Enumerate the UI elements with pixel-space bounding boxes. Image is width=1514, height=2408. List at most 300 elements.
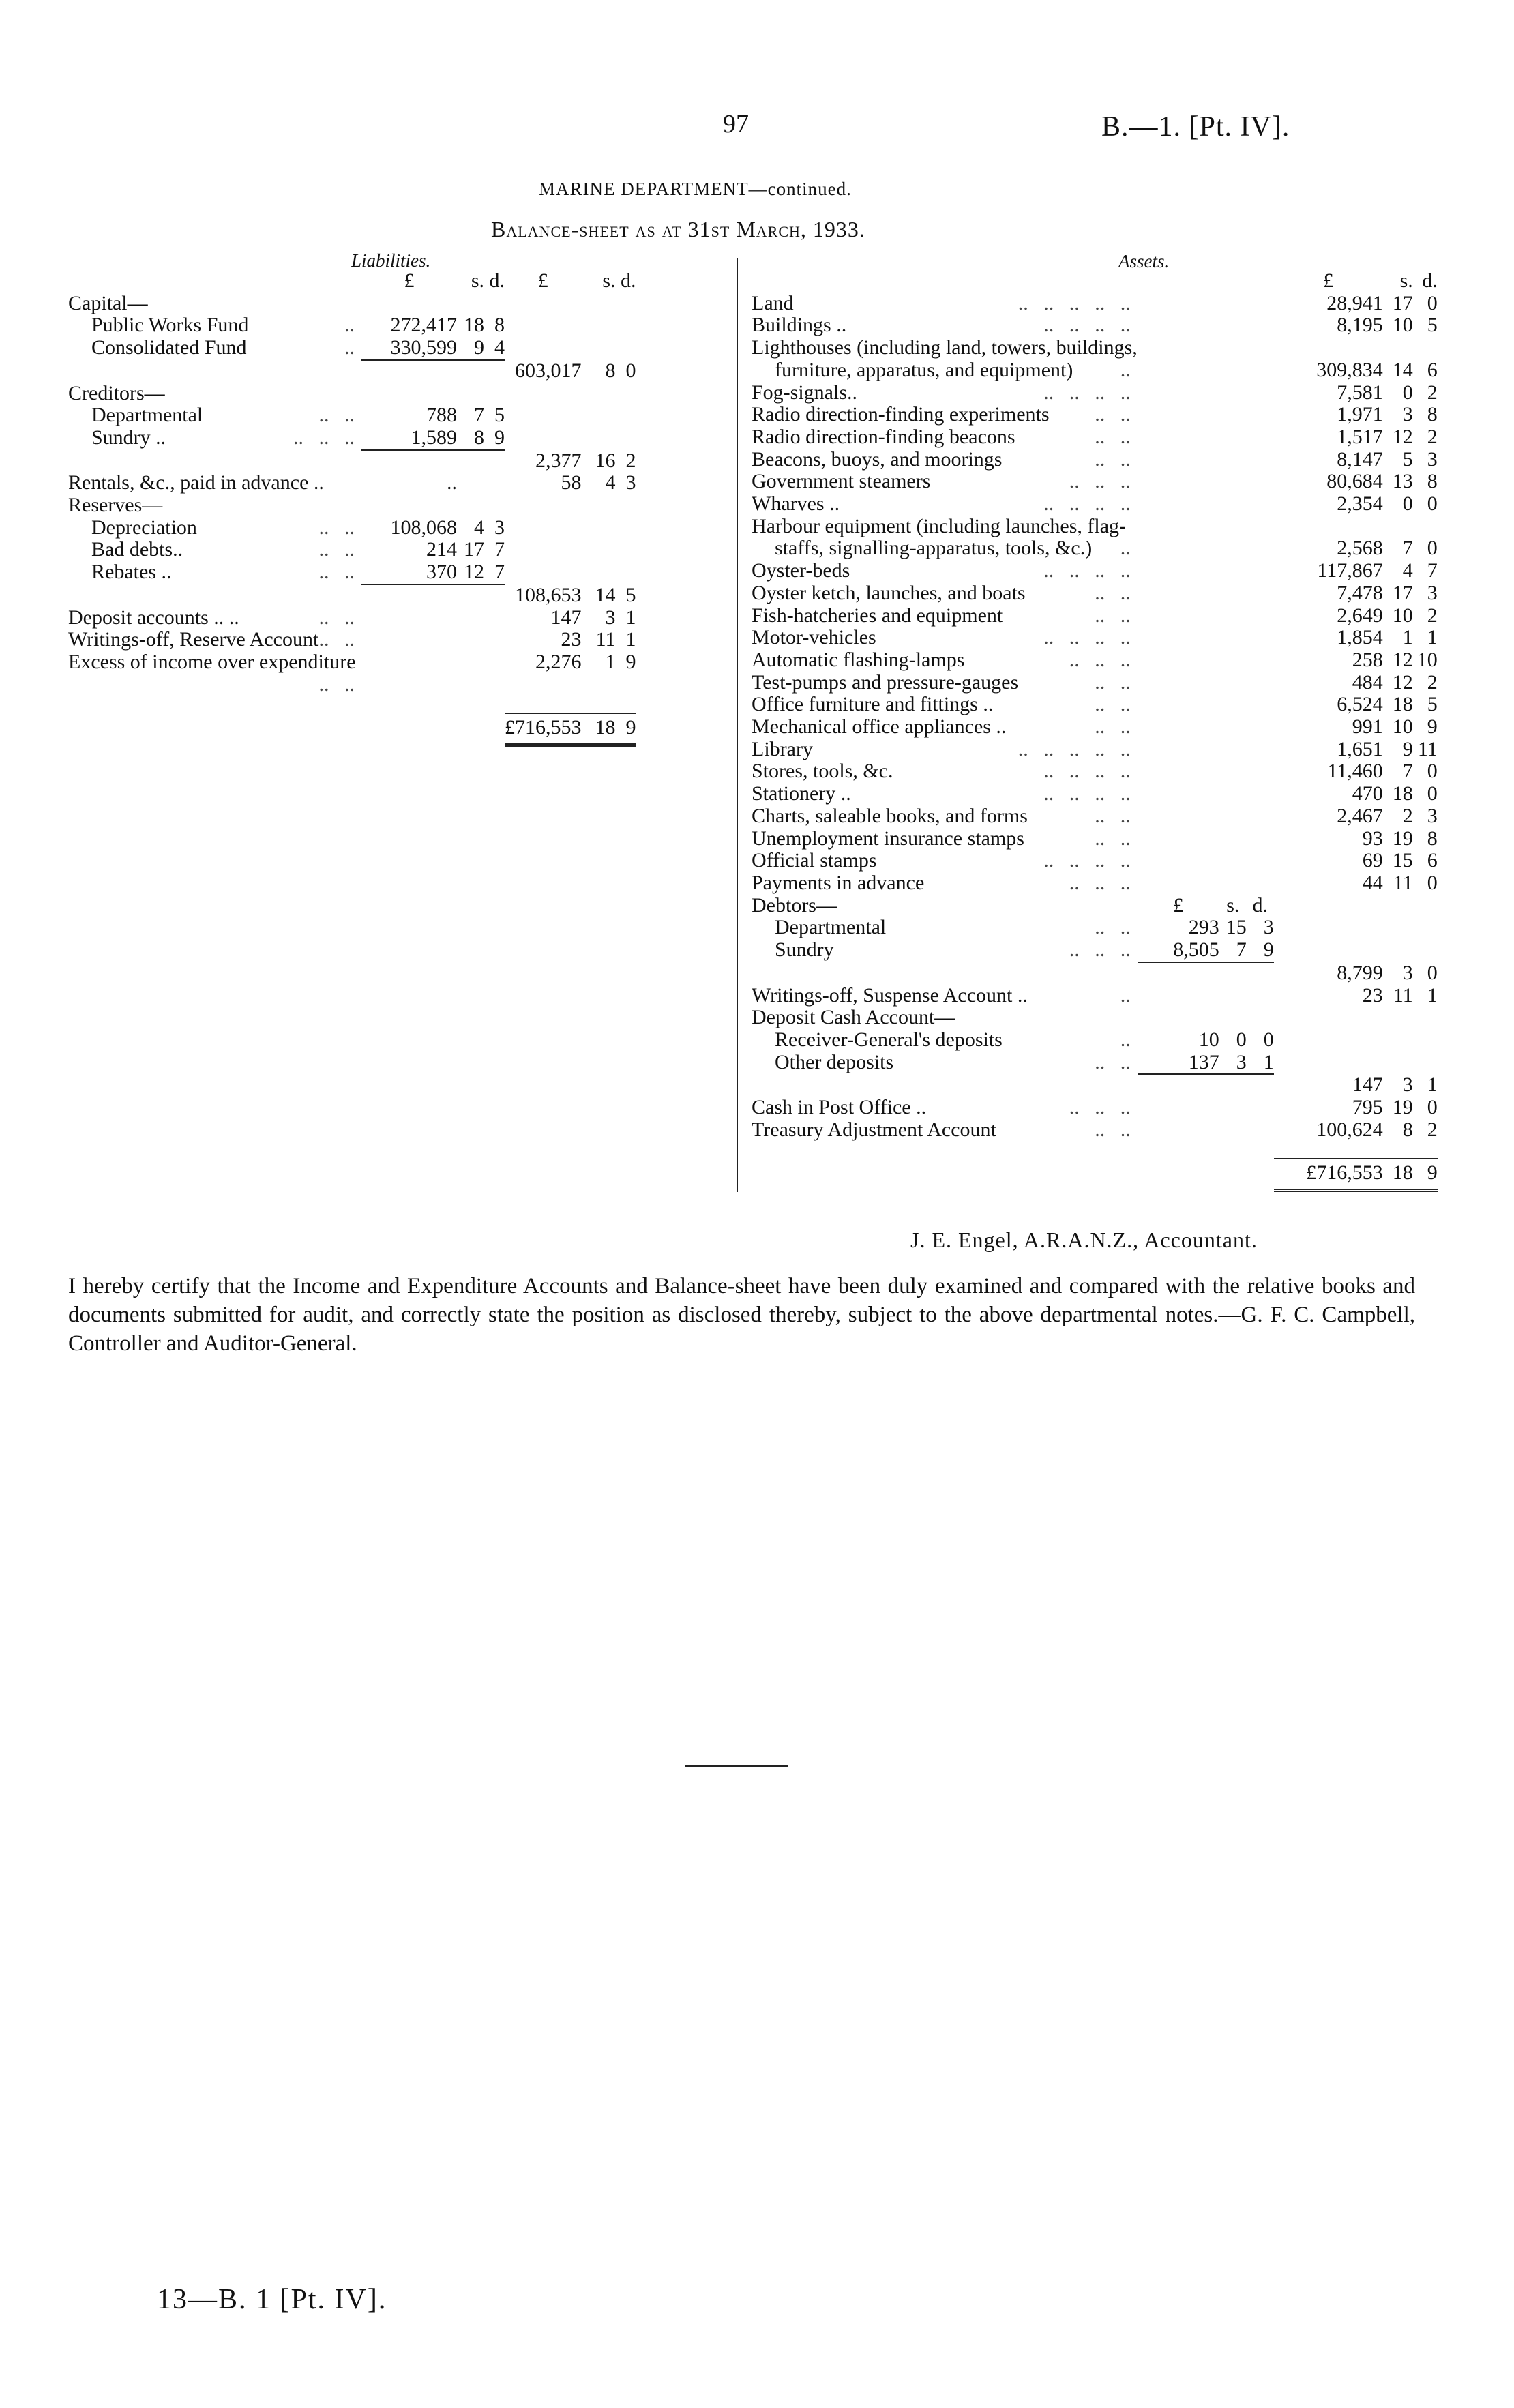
total-pounds: 470 — [1352, 782, 1383, 805]
total-shillings — [582, 383, 616, 405]
sub-pence — [484, 651, 505, 696]
row-label — [752, 872, 1138, 895]
total-shillings: 11 — [1393, 871, 1413, 894]
sub-shillings — [1219, 605, 1247, 627]
sub-shillings — [1219, 426, 1247, 449]
total-shillings — [1383, 337, 1413, 359]
total-shillings: 19 — [1392, 1096, 1413, 1119]
row-label-text: Government steamers — [752, 470, 931, 493]
sub-shillings — [1219, 627, 1247, 649]
sub-pence — [1247, 337, 1274, 359]
table-row — [752, 605, 1438, 627]
total-pounds: 2,377 — [535, 449, 582, 472]
total-pounds: 991 — [1352, 715, 1383, 739]
total-shillings: 8 — [1402, 1118, 1413, 1141]
sub-shillings — [1219, 293, 1247, 315]
table-row — [752, 537, 1438, 560]
total-shillings: 5 — [1402, 447, 1413, 471]
total-shillings: 0 — [1402, 492, 1413, 516]
leader-dots: .. .. — [1095, 715, 1131, 739]
total-pounds — [505, 293, 582, 315]
total-pence: 9 — [625, 650, 636, 673]
total-pounds: 258 — [1352, 648, 1383, 671]
total-pounds: 117,867 — [1317, 559, 1383, 582]
sub-pence: 3 — [494, 516, 505, 539]
sub-pounds: 137 — [1138, 1052, 1219, 1075]
sub-shillings — [1219, 828, 1247, 850]
table-row — [752, 672, 1438, 694]
total-pence: 0 — [1427, 537, 1438, 560]
page-footer: 13—B. 1 [Pt. IV]. — [157, 2284, 387, 2315]
sub-pence: 3 — [1263, 916, 1274, 939]
total-pence — [616, 293, 636, 315]
total-pounds: 1,854 — [1337, 626, 1383, 649]
total-pounds: 2,467 — [1337, 804, 1383, 827]
leader-dots: .. .. — [318, 628, 355, 651]
row-label-text: Excess of income over expenditure — [68, 650, 356, 673]
leader-dots: .. .. — [318, 538, 355, 561]
sub-pence — [1247, 716, 1274, 739]
total-pence: 0 — [625, 359, 636, 382]
table-row — [752, 382, 1438, 404]
sub-pence — [484, 450, 505, 473]
leader-dots: .. .. — [1095, 1050, 1131, 1073]
column-divider — [737, 258, 738, 1192]
sub-pounds — [1138, 493, 1219, 516]
sub-pence — [1247, 649, 1274, 672]
total-shillings: 16 — [595, 449, 616, 472]
leader-dots: .. — [344, 336, 355, 359]
total-pounds: 7,581 — [1337, 381, 1383, 404]
total-pounds — [1274, 939, 1383, 962]
row-label — [752, 716, 1138, 739]
sub-shillings — [1219, 672, 1247, 694]
total-shillings: 10 — [1392, 604, 1413, 627]
total-pounds: 2,354 — [1337, 492, 1383, 516]
total-pence: 0 — [1427, 871, 1438, 894]
table-row — [68, 651, 636, 696]
sub-pence — [1247, 850, 1274, 872]
total-pounds: 11,460 — [1327, 760, 1383, 783]
total-shillings: 3 — [1402, 403, 1413, 426]
table-row — [68, 293, 636, 315]
total-pence: 3 — [1427, 447, 1438, 471]
total-pence-header: d. — [621, 269, 636, 292]
sub-pounds: £ — [1173, 893, 1184, 917]
total-pence — [616, 427, 636, 450]
leader-dots: .. .. — [1095, 447, 1131, 471]
total-pounds — [505, 404, 582, 427]
total-pence: 2 — [1427, 381, 1438, 404]
sub-pence: 7 — [494, 538, 505, 561]
total-pounds: 1,971 — [1337, 403, 1383, 426]
total-pence: 1 — [1427, 626, 1438, 649]
total-pounds: 2,568 — [1337, 537, 1383, 560]
total-pounds: 1,651 — [1337, 737, 1383, 760]
sub-shillings — [1219, 493, 1247, 516]
table-row — [752, 939, 1438, 962]
row-label — [68, 561, 361, 584]
sub-pence — [1247, 493, 1274, 516]
grand-total-pounds: £716,553 — [505, 713, 582, 745]
row-label-text: Sundry .. — [91, 426, 166, 449]
sub-pence — [484, 472, 505, 494]
total-pounds: 795 — [1352, 1096, 1383, 1119]
sub-pounds — [1138, 516, 1219, 538]
leader-dots: .. .. .. .. — [1043, 314, 1131, 337]
table-row — [752, 760, 1438, 783]
sub-shillings — [457, 651, 484, 696]
sub-shillings — [1219, 962, 1247, 985]
total-shillings: 12 — [1392, 670, 1413, 694]
sub-pounds — [1138, 426, 1219, 449]
row-label-text: Lighthouses (including land, towers, buildings, — [752, 336, 1138, 359]
total-pounds — [1274, 895, 1383, 917]
sub-shillings — [457, 383, 484, 405]
leader-dots: .. .. .. — [1069, 1096, 1131, 1119]
sub-pounds — [1138, 449, 1219, 471]
total-pounds — [1274, 1029, 1383, 1052]
sub-shillings: 18 — [464, 314, 484, 337]
grand-total-shillings: 18 — [582, 713, 616, 745]
row-label-text: Depreciation — [91, 516, 197, 539]
leader-dots: .. .. .. .. .. — [1018, 737, 1131, 760]
table-row — [68, 607, 636, 629]
total-pence: 0 — [1427, 291, 1438, 314]
row-label — [752, 805, 1138, 828]
total-pounds: 69 — [1362, 849, 1383, 872]
leader-dots: .. .. .. .. — [1043, 760, 1131, 783]
sub-pence — [1247, 293, 1274, 315]
row-label — [68, 472, 361, 494]
table-row — [752, 627, 1438, 649]
total-pounds: 8,195 — [1337, 314, 1383, 337]
table-row — [752, 783, 1438, 805]
total-pence — [616, 404, 636, 427]
total-shillings: 0 — [1402, 381, 1413, 404]
sub-pence: 9 — [484, 427, 505, 450]
leader-dots: .. .. — [1095, 581, 1131, 604]
leader-dots: .. — [1120, 1028, 1131, 1051]
total-pence: 11 — [1417, 737, 1438, 760]
table-row — [752, 1029, 1438, 1052]
sub-shillings — [457, 494, 484, 517]
total-shillings: 3 — [1402, 1073, 1413, 1097]
sub-shillings — [1219, 471, 1247, 493]
row-label-text: Oyster ketch, launches, and boats — [752, 581, 1026, 604]
grand-total-row — [68, 713, 636, 745]
total-shillings: 9 — [1402, 737, 1413, 760]
sub-pounds — [361, 494, 457, 517]
total-pence: 8 — [1427, 403, 1438, 426]
table-row — [752, 805, 1438, 828]
total-pence: 1 — [1427, 983, 1438, 1007]
sub-shillings — [1219, 359, 1247, 382]
sub-pounds — [1138, 1119, 1219, 1142]
total-shillings — [582, 404, 616, 427]
total-shillings: 3 — [605, 606, 616, 629]
spacer-row — [68, 696, 636, 713]
leader-dots: .. .. .. — [1069, 648, 1131, 671]
row-label — [752, 1119, 1138, 1142]
sub-pounds: 108,068 — [390, 516, 457, 539]
total-pounds: 484 — [1352, 670, 1383, 694]
row-label — [752, 917, 1138, 939]
row-label — [68, 494, 361, 517]
sub-pence: 1 — [1247, 1052, 1274, 1075]
sub-pounds: 10 — [1198, 1028, 1219, 1051]
row-label-text: furniture, apparatus, and equipment) — [775, 358, 1073, 381]
row-label-text: Office furniture and fittings .. — [752, 693, 994, 716]
total-pence: 0 — [1427, 760, 1438, 783]
total-pence — [1413, 1007, 1438, 1029]
table-row — [752, 582, 1438, 605]
sub-pounds — [1138, 337, 1219, 359]
table-row — [752, 872, 1438, 895]
row-label — [752, 962, 1138, 985]
sub-pence — [1247, 471, 1274, 493]
total-shillings: 11 — [595, 628, 616, 651]
row-label — [68, 360, 361, 383]
sub-shillings: 8 — [457, 427, 484, 450]
sub-pounds — [361, 584, 457, 607]
sub-pounds — [1138, 716, 1219, 739]
sub-pounds — [1138, 582, 1219, 605]
sub-pence: 9 — [1247, 939, 1274, 962]
row-label — [752, 985, 1138, 1007]
sub-pounds — [1138, 962, 1219, 985]
total-pence: 3 — [1427, 581, 1438, 604]
sub-shillings — [457, 629, 484, 651]
sub-pounds: 330,599 — [361, 337, 457, 360]
row-label-text: Test-pumps and pressure-gauges — [752, 670, 1019, 694]
total-shillings: 3 — [1402, 961, 1413, 984]
row-label-text: Stationery .. — [752, 782, 851, 805]
sub-pence — [484, 383, 505, 405]
sub-shillings — [1219, 1007, 1247, 1029]
table-row — [68, 561, 636, 584]
sub-pounds: 788 — [426, 404, 457, 427]
row-label — [752, 426, 1138, 449]
leader-dots: .. .. .. .. — [1043, 782, 1131, 805]
sub-pounds — [1138, 605, 1219, 627]
total-pounds: 108,653 — [515, 583, 582, 606]
total-shillings — [1383, 939, 1413, 962]
total-pence: 6 — [1427, 849, 1438, 872]
row-label-text: Oyster-beds — [752, 559, 850, 582]
sub-shillings — [1219, 537, 1247, 560]
total-pence — [1413, 939, 1438, 962]
row-label-text: Mechanical office appliances .. — [752, 715, 1007, 739]
total-pence — [616, 337, 636, 360]
leader-dots: .. .. — [1095, 916, 1131, 939]
row-label — [752, 471, 1138, 493]
sub-pence: 4 — [484, 337, 505, 360]
total-shillings: 8 — [605, 359, 616, 382]
row-label-text: Stores, tools, &c. — [752, 760, 893, 783]
total-shillings: 14 — [595, 583, 616, 606]
total-pence: 5 — [625, 583, 636, 606]
sub-pence — [484, 494, 505, 517]
row-label — [752, 649, 1138, 672]
grand-total-pence: 9 — [1413, 1159, 1438, 1190]
row-label-text: Bad debts.. — [91, 538, 183, 561]
sub-pence — [1247, 382, 1274, 404]
sub-shillings: s. — [1226, 893, 1240, 917]
total-shillings: 1 — [1402, 626, 1413, 649]
sub-pounds — [1138, 627, 1219, 649]
sub-shillings-header: s. — [471, 269, 484, 292]
row-label-text: Automatic flashing-lamps — [752, 648, 965, 671]
total-shillings: 12 — [1392, 648, 1413, 671]
sub-pounds — [361, 651, 457, 696]
total-pence: 3 — [1427, 804, 1438, 827]
sub-pence — [1247, 739, 1274, 761]
department-title: MARINE DEPARTMENT—continued. — [539, 179, 852, 199]
row-label — [752, 939, 1138, 962]
sub-pounds — [1138, 649, 1219, 672]
row-label — [752, 582, 1138, 605]
sub-pence — [484, 629, 505, 651]
total-pounds — [1274, 1052, 1383, 1075]
table-row — [752, 716, 1438, 739]
total-pence: 2 — [625, 449, 636, 472]
grand-total-shillings: 18 — [1383, 1159, 1413, 1190]
row-label — [68, 293, 361, 315]
sub-shillings — [457, 293, 484, 315]
row-label — [752, 850, 1138, 872]
row-label-text: Official stamps — [752, 849, 877, 872]
table-row — [752, 1007, 1438, 1029]
grand-total-pounds: £716,553 — [1274, 1159, 1383, 1190]
leader-dots: .. — [1120, 537, 1131, 560]
row-label — [752, 627, 1138, 649]
sub-pence — [1247, 760, 1274, 783]
row-label — [68, 427, 361, 450]
leader-dots: .. .. — [318, 404, 355, 427]
total-pound-header: £ — [1323, 269, 1334, 292]
liabilities-heading: Liabilities. — [351, 250, 431, 271]
table-row — [752, 426, 1438, 449]
sub-pence — [1247, 694, 1274, 716]
total-pounds — [505, 383, 582, 405]
balance-sheet-title: Balance-sheet as at 31st March, 1933. — [491, 217, 865, 241]
table-row — [752, 1074, 1438, 1097]
total-pence: 5 — [1427, 693, 1438, 716]
sub-pence — [1247, 627, 1274, 649]
sub-shillings — [1219, 716, 1247, 739]
sub-pounds — [361, 360, 457, 383]
row-label-text: Consolidated Fund — [91, 336, 247, 359]
total-pence: 10 — [1416, 648, 1438, 671]
total-pence: 1 — [1427, 1073, 1438, 1097]
total-pounds: 1,517 — [1337, 425, 1383, 448]
sub-shillings — [1219, 1074, 1247, 1097]
row-label-text: Land — [752, 291, 794, 314]
leader-dots: .. .. — [318, 516, 355, 539]
leader-dots: .. .. .. — [293, 426, 355, 449]
sub-shillings — [457, 607, 484, 629]
total-shillings: 1 — [605, 650, 616, 673]
sub-shillings — [1219, 760, 1247, 783]
row-label-text: Debtors— — [752, 893, 837, 917]
sub-shillings — [1219, 1119, 1247, 1142]
row-label-text: Receiver-General's deposits — [775, 1028, 1003, 1051]
sub-pounds — [1138, 1074, 1219, 1097]
sub-pounds — [1138, 672, 1219, 694]
table-row — [68, 383, 636, 405]
sub-pence — [484, 584, 505, 607]
leader-dots: .. .. .. .. — [1043, 492, 1131, 516]
row-label — [752, 314, 1138, 337]
table-row — [752, 895, 1438, 917]
row-label-text: Writings-off, Reserve Account — [68, 628, 319, 651]
sub-pence — [484, 293, 505, 315]
sub-pounds — [1138, 314, 1219, 337]
total-shillings: 18 — [1392, 693, 1413, 716]
sub-pence — [484, 607, 505, 629]
sub-pence — [484, 360, 505, 383]
row-label — [752, 359, 1138, 382]
total-pounds: 44 — [1362, 871, 1383, 894]
total-shillings-header: s. — [602, 269, 616, 292]
sub-shillings — [1219, 694, 1247, 716]
row-label-text: Capital— — [68, 291, 148, 314]
sub-pence — [1247, 516, 1274, 538]
sub-pounds: 370 — [361, 561, 457, 584]
sub-shillings: 17 — [464, 538, 484, 561]
row-label — [752, 828, 1138, 850]
table-row — [752, 649, 1438, 672]
page-number: 97 — [723, 110, 749, 138]
sub-shillings — [457, 472, 484, 494]
sub-shillings — [1219, 649, 1247, 672]
grand-total-pence: 9 — [616, 713, 636, 745]
row-label — [752, 783, 1138, 805]
table-row — [752, 1097, 1438, 1119]
total-pence — [1413, 337, 1438, 359]
row-label-text: Radio direction-finding experiments — [752, 403, 1050, 426]
total-shillings: 4 — [605, 471, 616, 494]
sub-pounds — [1138, 471, 1219, 493]
sub-pence — [1247, 1119, 1274, 1142]
row-label — [752, 293, 1138, 315]
sub-shillings: 15 — [1226, 916, 1247, 939]
total-pence — [616, 517, 636, 539]
liabilities-column-headers — [68, 270, 636, 293]
table-row — [68, 314, 636, 337]
table-row — [752, 359, 1438, 382]
leader-dots: .. .. — [1095, 403, 1131, 426]
total-pound-header: £ — [537, 269, 548, 292]
sub-pounds — [361, 450, 457, 473]
total-shillings — [582, 561, 616, 584]
total-pounds — [505, 427, 582, 450]
row-label-text: Charts, saleable books, and forms — [752, 804, 1028, 827]
row-label-text: Public Works Fund — [91, 314, 249, 337]
sub-shillings — [1219, 872, 1247, 895]
total-shillings: 7 — [1402, 760, 1413, 783]
table-row — [752, 493, 1438, 516]
total-shillings: 10 — [1392, 314, 1413, 337]
total-shillings: 17 — [1392, 291, 1413, 314]
sub-shillings — [1219, 1097, 1247, 1119]
sub-pence — [1247, 1074, 1274, 1097]
sub-shillings — [457, 360, 484, 383]
sub-pounds: 293 — [1188, 916, 1219, 939]
sub-shillings — [1219, 739, 1247, 761]
total-shillings-header: s. — [1399, 269, 1413, 292]
